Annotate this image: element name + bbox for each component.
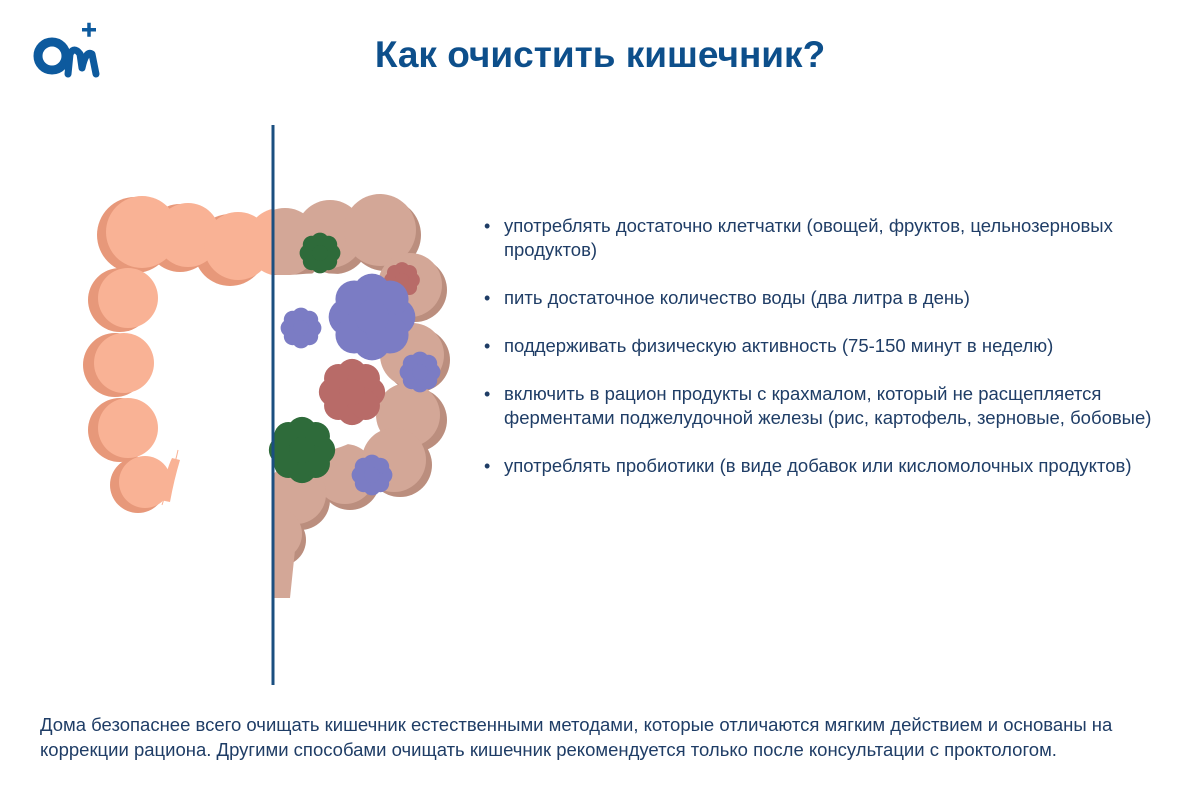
tip-item: [482, 454, 1162, 478]
bullet-icon: •: [484, 336, 491, 356]
bullet-icon: •: [484, 456, 491, 476]
tip-text: употреблять пробиотики (в виде добавок или кисломолочных продуктов): [504, 455, 1132, 476]
tip-item: [482, 382, 1162, 430]
tip-text: употреблять достаточно клетчатки (овощей, фруктов, цельнозерновых продуктов): [504, 215, 1113, 260]
tips-list: [482, 214, 1162, 502]
tip-item: [482, 334, 1162, 358]
footer-note: Дома безопаснее всего очищать кишечник естественными методами, которые отличаются мягким действием и основаны на коррекции рациона. Другими способами очищать кишечник рекомендуется только после консультации с проктологом.: [40, 714, 1113, 760]
tip-text: пить достаточное количество воды (два литра в день): [504, 287, 970, 308]
tip-item: [482, 214, 1162, 262]
tip-item: [482, 286, 1162, 310]
page-title: Как очистить кишечник?: [374, 34, 826, 75]
tip-text: поддерживать физическую активность (75-150 минут в неделю): [504, 335, 1054, 356]
tip-text: включить в рацион продукты с крахмалом, который не расщепляется ферментами поджелудочной железы (рис, картофель, зерновые, бобовые): [504, 383, 1152, 428]
bullet-icon: •: [484, 384, 491, 404]
colon-with-bacteria-icon: [80, 120, 460, 690]
bullet-icon: •: [484, 288, 491, 308]
colon-illustration: [80, 120, 460, 690]
bullet-icon: •: [484, 216, 491, 236]
